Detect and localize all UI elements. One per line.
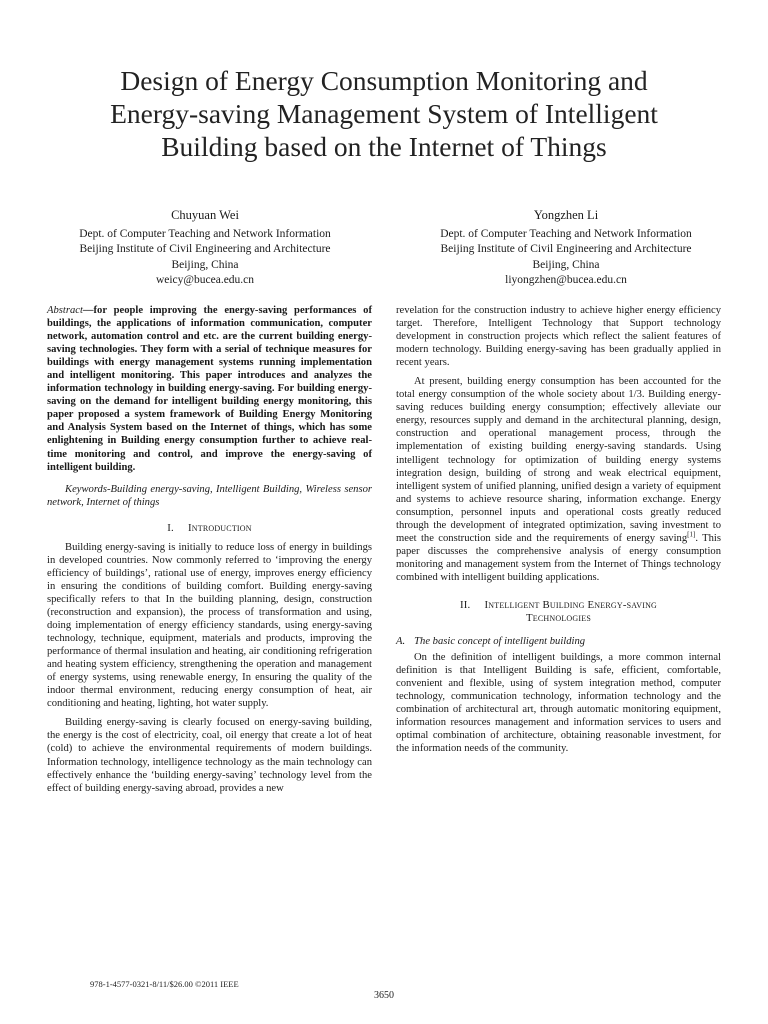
author-name: Yongzhen Li <box>533 208 599 222</box>
author-email[interactable]: liyongzhen@bucea.edu.cn <box>505 273 627 286</box>
section-heading <box>47 522 372 535</box>
paper-title <box>40 64 728 163</box>
citation-ref[interactable]: [1] <box>687 530 696 539</box>
body-paragraph: Building energy-saving is initially to reduce loss of energy in buildings in developed countries. Now commonly referred to ‘improving the energy efficiency of buildings’, rational use of energy, improves energy efficiency in ensuring the conditions of building comfort. Building energy-saving specifically refers to that In the building planning, design, construction (reconstruction and expansion), the process of transformation and using, doing implementation of energy efficiency standards, using energy-saving technology, technique, equipment, materials and products, improving the performance of thermal insulation and heating, air conditioning refrigeration and heating system efficiency, strengthening the operation and management of energy systems, using renewable energy, In ensuring the quality of the indoor thermal environment, reducing energy consumption of heat, air conditioning and heating, lighting, hot water supply. <box>47 541 372 710</box>
paragraph-text: At present, building energy consumption has been accounted for the total energy consumption of the whole society about 1/3. Building energy-saving reduces building energy consumption; effectively alleviate our energy, resources supply and demand in the architectural planning, design, construction and operational management process, through the implementation of existing building energy-saving standards. Using intelligent technology for optimization of building energy systems integration design, building of strong and weak electrical equipment, intelligent system of unified planning, unified design a variety of equipment and systems to achieve resource sharing, information exchange. Energy consumption, personnel inputs and operational costs greatly reduced through the development of integrated optimization, saving investment to meet the construction side and the requirements of energy saving <box>396 376 721 544</box>
section-title: Intelligent Building Energy-saving <box>484 598 658 611</box>
paragraph-text: . This paper discusses the comprehensive analysis of energy consumption monitoring and management system from the Internet of Things technology combined with intelligent building applications. <box>396 532 721 583</box>
author-dept: Dept. of Computer Teaching and Network Information <box>440 228 692 241</box>
keywords: Keywords-Building energy-saving, Intelligent Building, Wireless sensor network, Internet of things <box>47 483 372 508</box>
author-dept: Dept. of Computer Teaching and Network Information <box>79 228 331 241</box>
author-city: Beijing, China <box>171 258 239 271</box>
body-paragraph: revelation for the construction industry to achieve higher energy efficiency target. Therefore, Intelligent Technology that Support technology development in construction projects which reflect the salient features of modern technology. Building energy-saving has been gradually applied in recent years. <box>396 305 721 369</box>
right-column <box>396 304 721 756</box>
body-paragraph: Building energy-saving is clearly focused on energy-saving building, the energy is the cost of electricity, coal, oil energy that create a lot of heat (cold) to achieve the environmental requirements of modern buildings. Information technology, intelligence technology as the main technology can effectively enhance the ‘building energy-saving’ technology level from the effect of building energy-saving abroad, provides a new <box>47 717 372 794</box>
abstract-label: Abstract <box>47 305 83 316</box>
title-line: Building based on the Internet of Things <box>161 131 607 162</box>
copyright-footer: 978-1-4577-0321-8/11/$26.00 ©2011 IEEE <box>90 979 239 989</box>
page-number: 3650 <box>374 990 394 1001</box>
author-name: Chuyuan Wei <box>171 208 239 222</box>
body-paragraph: On the definition of intelligent buildings, a more common internal definition is that Intelligent Building is safe, efficient, comfortable, convenient and flexible, using of system integration method, computer technology, communication technology, information technology and the combination of architectural art, through automatic monitoring equipment, information resources management and information services to users and optimal combination of architecture, obtaining reasonable investment, for the information needs of the community. <box>396 652 721 755</box>
author-block <box>396 208 736 288</box>
section-heading <box>396 599 721 625</box>
body-paragraph <box>396 375 721 584</box>
author-block <box>35 208 375 288</box>
author-city: Beijing, China <box>532 258 600 271</box>
abstract-dash: — <box>82 305 94 316</box>
subsection-title: The basic concept of intelligent building <box>414 636 586 648</box>
abstract-text: for people improving the energy-saving performances of buildings, the applications of information communication, computer network, automation control and etc. are the current building energy-saving technologies. They form with a serial of technique measures for buildings with energy management systems running implementation and intelligent monitoring. This paper introduces and analyzes the information technology in building energy-saving. For building energy-saving on the demand for intelligent building energy monitoring, this paper proposed a system framework of Building Energy Monitoring and Analysis System based on the Internet of things, which has some enlightening in Building energy consumption further to achieve real-time monitoring and control, and improve the energy-saving of intelligent building. <box>47 305 372 473</box>
abstract <box>47 304 372 474</box>
author-email[interactable]: weicy@bucea.edu.cn <box>155 273 255 286</box>
section-number: II. <box>459 598 471 611</box>
section-title-line2: Technologies <box>526 612 591 625</box>
subsection-heading <box>396 635 721 648</box>
title-line: Design of Energy Consumption Monitoring and <box>120 65 648 96</box>
title-line: Energy-saving Management System of Intelligent <box>110 98 658 129</box>
author-institute: Beijing Institute of Civil Engineering and Architecture <box>79 243 331 256</box>
left-column <box>47 304 372 795</box>
author-institute: Beijing Institute of Civil Engineering and Architecture <box>440 243 692 256</box>
section-title: Introduction <box>187 521 252 534</box>
subsection-number: A. <box>396 636 406 648</box>
section-number: I. <box>167 521 174 534</box>
